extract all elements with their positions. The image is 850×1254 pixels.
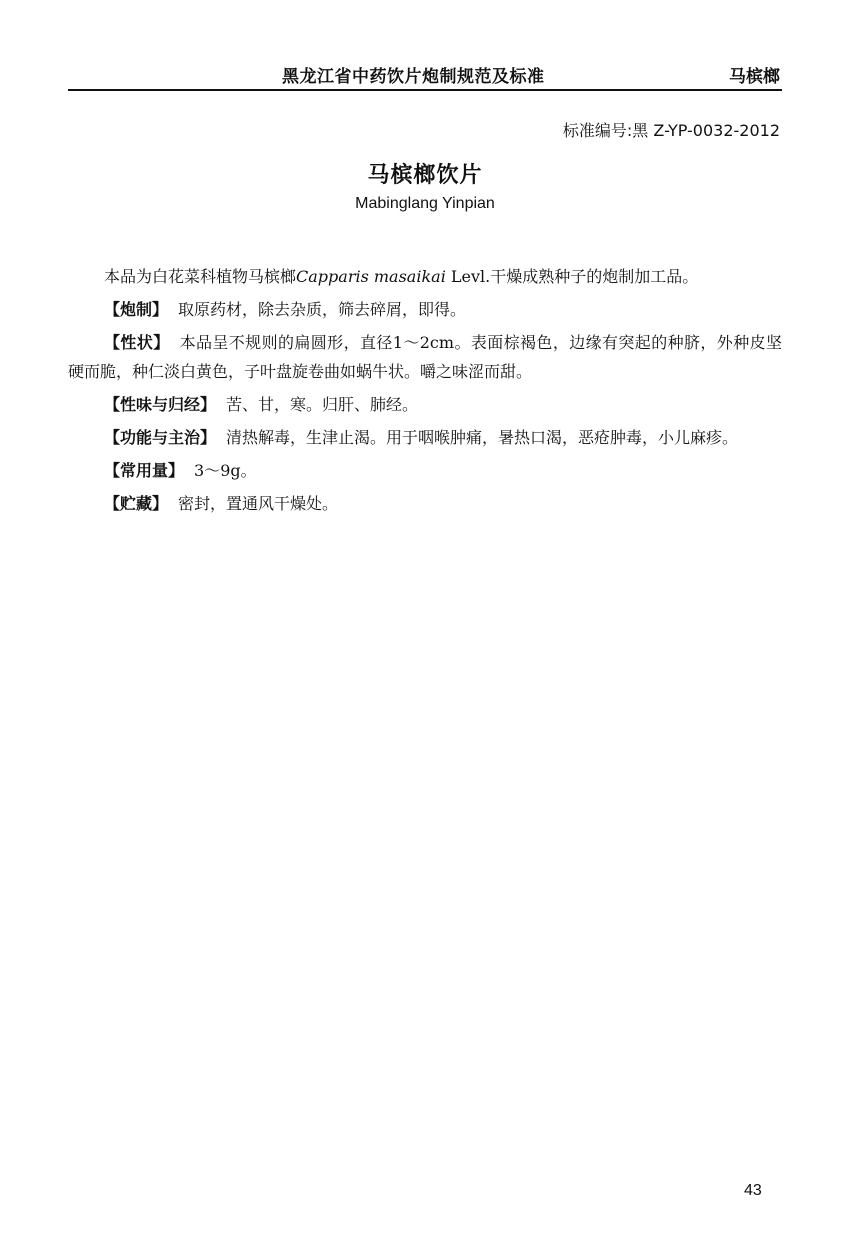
- section-text: 苦、甘，寒。归肝、肺经。: [226, 395, 419, 414]
- section-label: 【炮制】: [104, 300, 169, 319]
- book-title: 黑龙江省中药饮片炮制规范及标准: [282, 67, 545, 87]
- standard-number: 标准编号:黑 Z-YP-0032-2012: [562, 121, 780, 140]
- section-label: 【性状】: [104, 333, 170, 352]
- page-title: 马槟榔饮片: [367, 163, 483, 188]
- intro-text-end: Levl.干燥成熟种子的炮制加工品。: [445, 267, 699, 286]
- page-subtitle-pinyin: Mabinglang Yinpian: [355, 195, 495, 212]
- section-label: 【性味与归经】: [104, 395, 217, 414]
- section-processing: [68, 295, 782, 324]
- section-text: 本品呈不规则的扁圆形，直径1～2cm。表面棕褐色，边缘有突起的种脐，外种皮坚硬而脆，种仁淡白黄色，子叶盘旋卷曲如蜗牛状。嚼之味涩而甜。: [68, 333, 782, 381]
- intro-paragraph: [68, 262, 782, 291]
- section-text: 3～9g。: [194, 461, 257, 480]
- header-rule: [68, 89, 782, 91]
- section-label: 【贮藏】: [104, 494, 169, 513]
- section-text: 密封，置通风干燥处。: [178, 494, 339, 513]
- monograph-body: [68, 262, 782, 522]
- section-functions-indications: [68, 423, 782, 452]
- section-text: 取原药材，除去杂质，筛去碎屑，即得。: [178, 300, 467, 319]
- header-herb-name: 马槟榔: [729, 67, 780, 87]
- section-description: [68, 328, 782, 386]
- page-number: 43: [744, 1182, 762, 1199]
- section-properties-meridians: [68, 390, 782, 419]
- section-label: 【功能与主治】: [104, 428, 217, 447]
- running-header: [68, 60, 780, 88]
- latin-name: Capparis masaikai: [296, 267, 446, 286]
- section-dosage: [68, 456, 782, 485]
- intro-text: 本品为白花菜科植物马槟榔: [104, 267, 297, 286]
- section-label: 【常用量】: [104, 461, 185, 480]
- section-text: 清热解毒，生津止渴。用于咽喉肿痛，暑热口渴，恶疮肿毒，小儿麻疹。: [226, 428, 739, 447]
- section-storage: [68, 489, 782, 518]
